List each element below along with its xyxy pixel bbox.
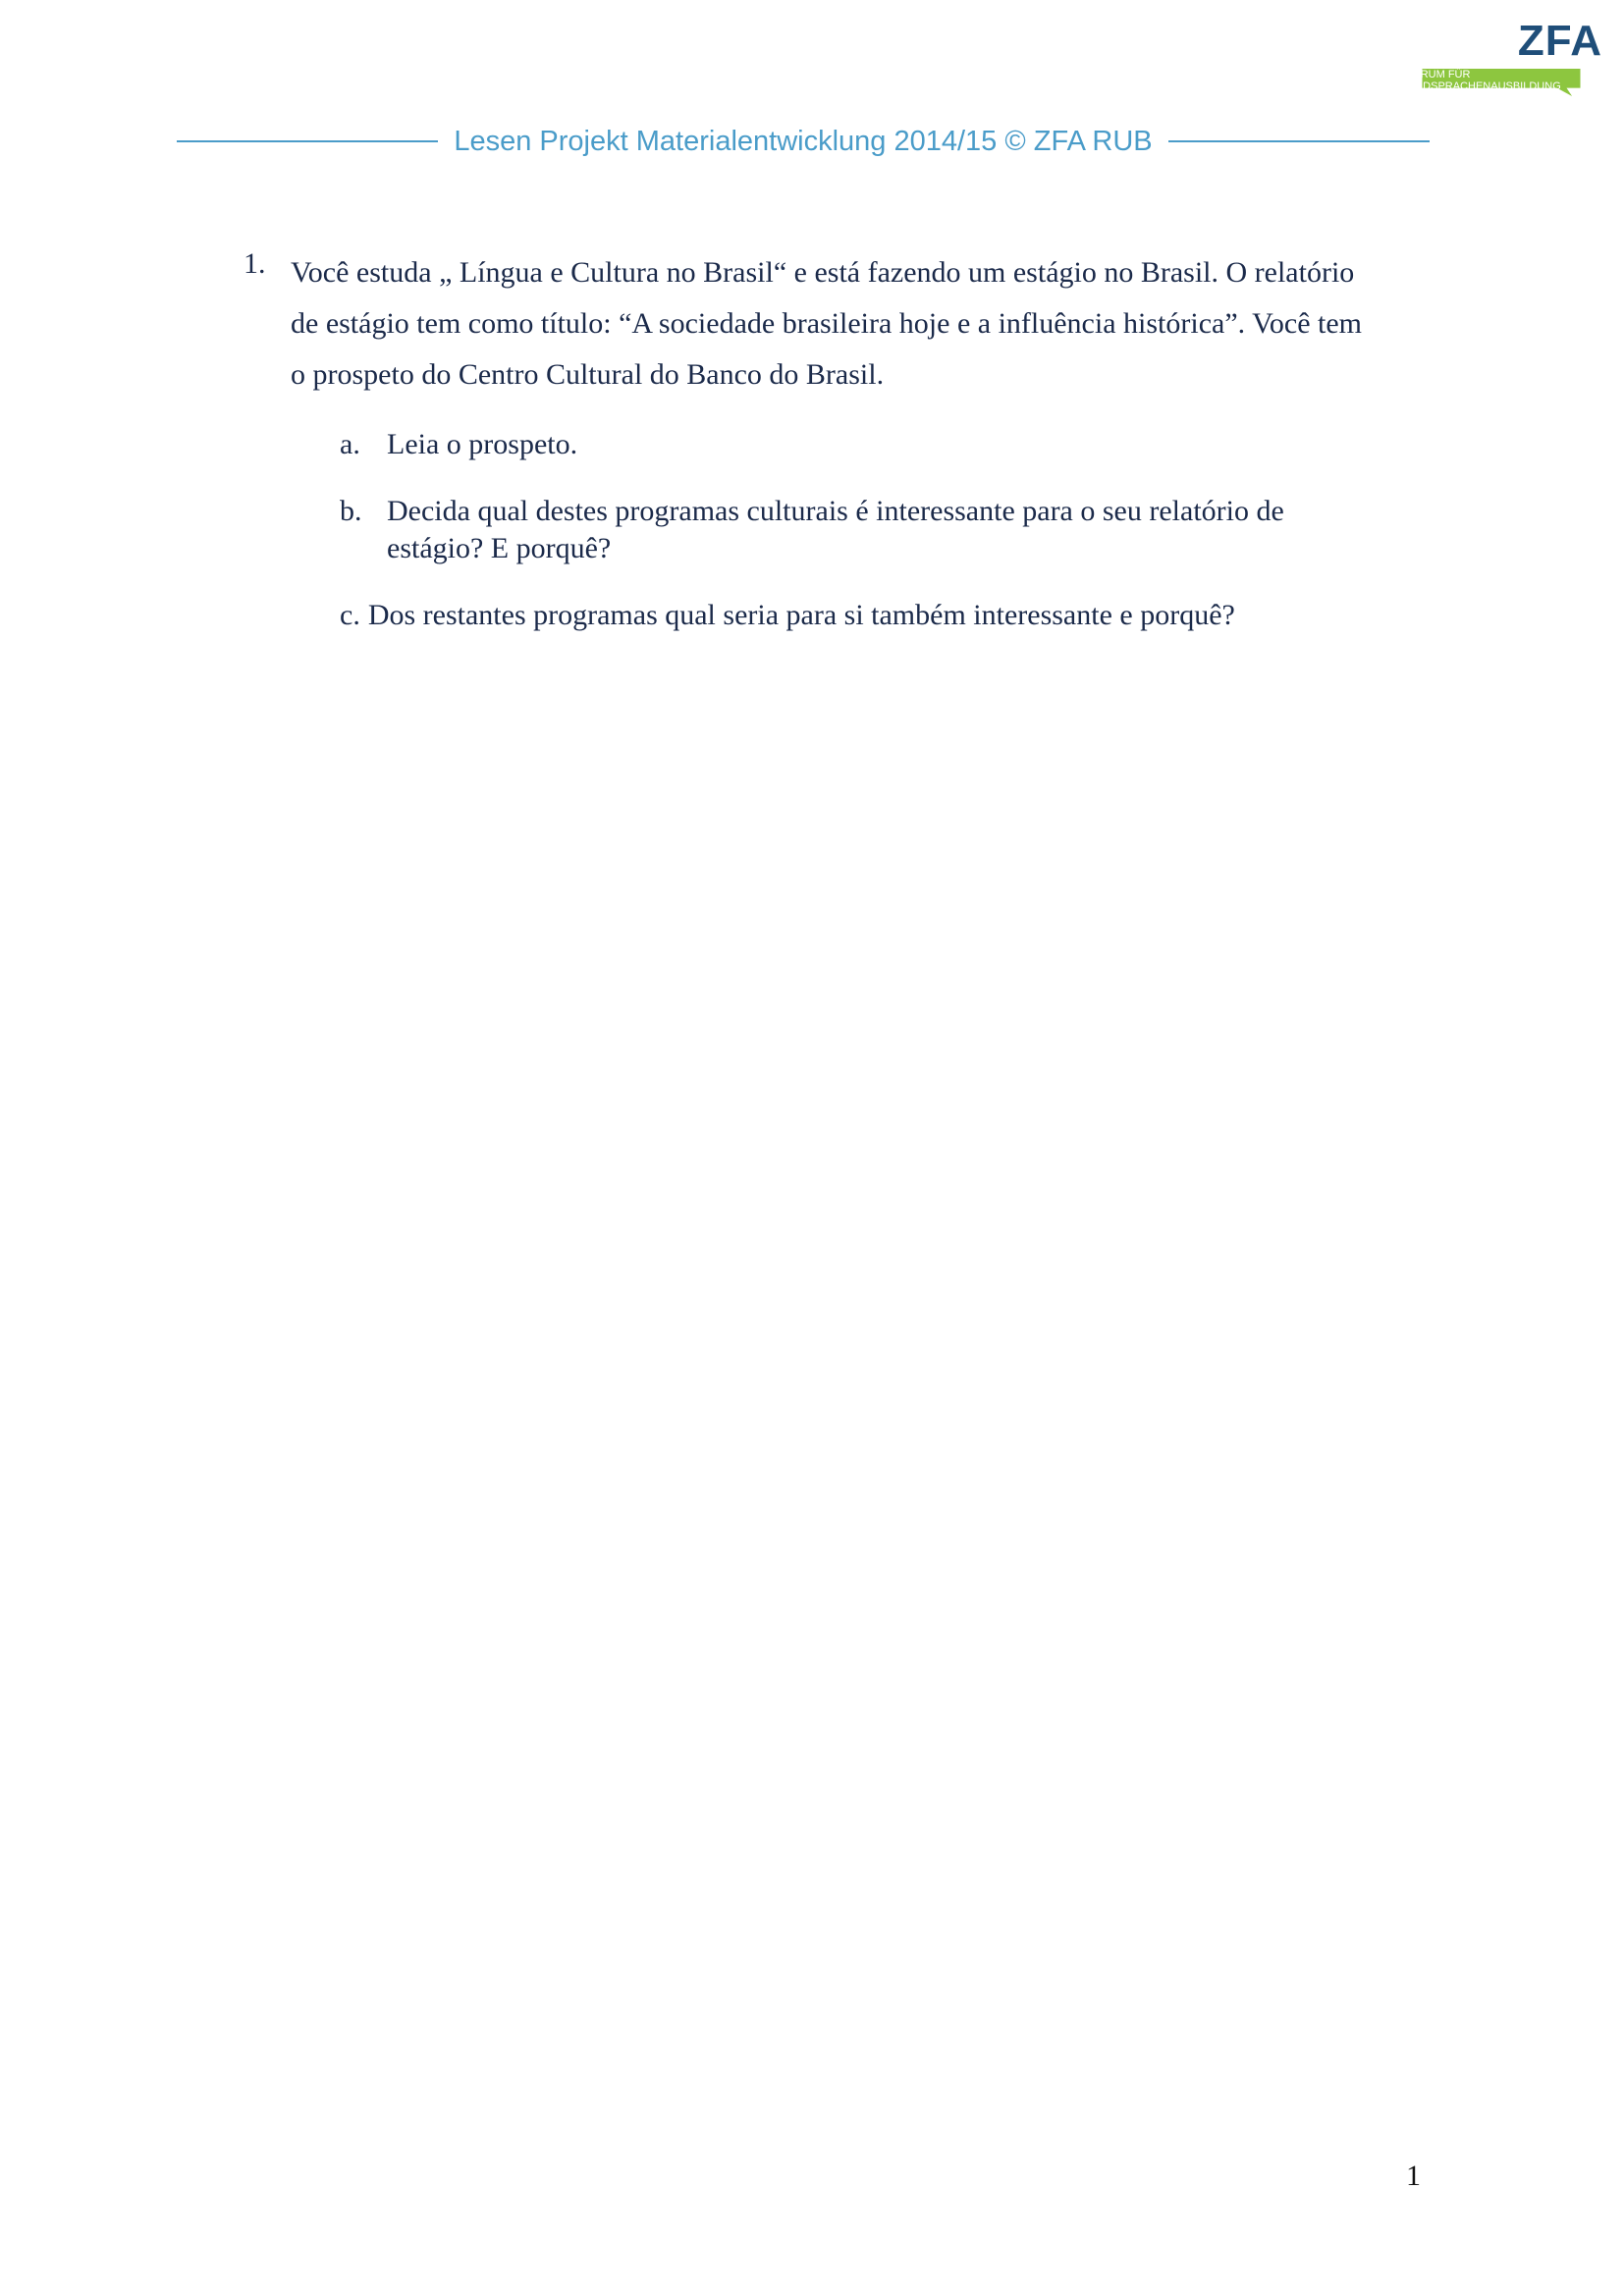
zfa-logo: [1388, 17, 1624, 108]
subitem-text: Dos restantes programas qual seria para si também interessante e porquê?: [367, 599, 1235, 631]
logo-subtitle: ZENTRUM FÜR FREMDSPRACHENAUSBILDUNG: [1392, 69, 1561, 92]
header-title: Lesen Projekt Materialentwicklung 2014/15 © ZFA RUB: [454, 125, 1153, 157]
worksheet-content: [244, 247, 1373, 664]
question-1: [244, 247, 1373, 400]
question-text: Você estuda „ Língua e Cultura no Brasil“ e está fazendo um estágio no Brasil. O relatório de estágio tem como título: “A sociedade brasileira hoje e a influência histórica”. Você tem o prospeto do Centro Cultural do Banco do Brasil.: [291, 256, 1363, 391]
header-rule-right: [1168, 140, 1430, 142]
subitem-text: Decida qual destes programas culturais é interessante para o seu relatório de estágio? E porquê?: [387, 495, 1284, 564]
question-subitems: [244, 426, 1373, 634]
page-number: 1: [1406, 2160, 1421, 2192]
logo-wordmark: ZFA: [1517, 17, 1602, 65]
subitem-letter: b.: [340, 495, 362, 527]
subitem-text: Leia o prospeto.: [387, 428, 578, 460]
header-rule-left: [177, 140, 438, 142]
subitem-b: [340, 493, 1373, 567]
subitem-letter: a.: [340, 428, 360, 460]
page-header: [177, 122, 1430, 161]
subitem-letter: c.: [340, 599, 360, 631]
subitem-c: [340, 597, 1373, 634]
subitem-a: [340, 426, 1373, 463]
question-number: 1.: [244, 247, 266, 280]
